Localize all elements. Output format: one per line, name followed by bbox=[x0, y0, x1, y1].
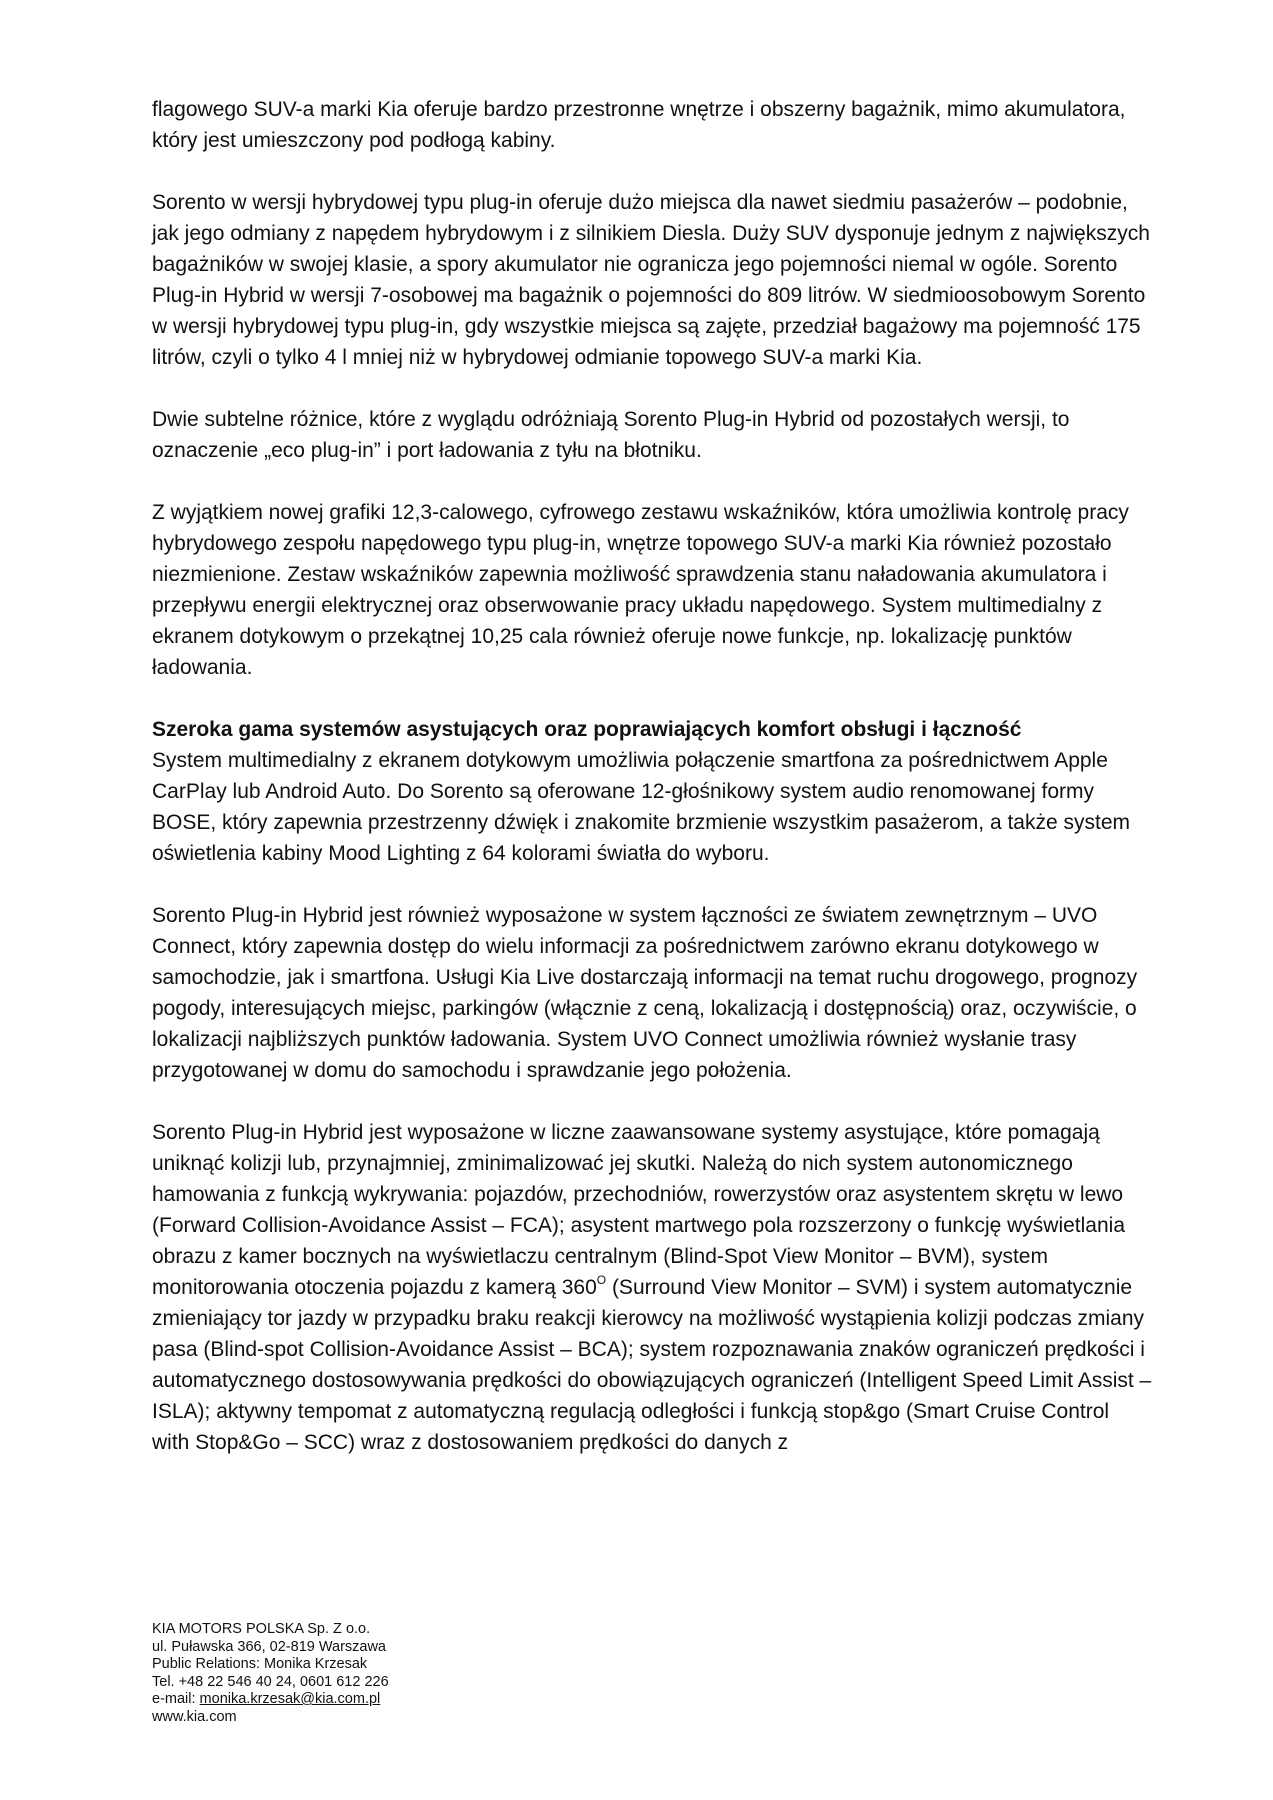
section-heading: Szeroka gama systemów asystujących oraz poprawiających komfort obsługi i łączność bbox=[152, 718, 1022, 741]
paragraph-interior-cluster: Z wyjątkiem nowej grafiki 12,3-calowego, cyfrowego zestawu wskaźników, która umożliwia kontrolę pracy hybrydowego zespołu napędowego typu plug-in, wnętrze topowego SUV-a marki Kia również pozostało niezmienione. Zestaw wskaźników zapewnia możliwość sprawdzenia stanu naładowania akumulatora i przepływu energii elektrycznej oraz obserwowanie pracy układu napędowego. System multimedialny z ekranem dotykowym o przekątnej 10,25 cala również oferuje nowe funkcje, np. lokalizację punktów ładowania. bbox=[152, 501, 1129, 679]
footer-phone: Tel. +48 22 546 40 24, 0601 612 226 bbox=[152, 1673, 389, 1690]
footer-email-label: e-mail: bbox=[152, 1691, 200, 1707]
footer-address: ul. Puławska 366, 02-819 Warszawa bbox=[152, 1638, 386, 1655]
contact-footer bbox=[152, 1621, 752, 1726]
paragraph-exterior-differences: Dwie subtelne różnice, które z wyglądu odróżniają Sorento Plug-in Hybrid od pozostałych wersji, to oznaczenie „eco plug-in” i port ładowania z tyłu na błotniku. bbox=[152, 408, 1070, 462]
paragraph-seating-capacity: Sorento w wersji hybrydowej typu plug-in oferuje dużo miejsca dla nawet siedmiu pasażerów – podobnie, jak jego odmiany z napędem hybrydowym i z silnikiem Diesla. Duży SUV dysponuje jednym z największych bagażników w swojej klasie, a spory akumulator nie ogranicza jego pojemności niemal w ogóle. Sorento Plug-in Hybrid w wersji 7-osobowej ma bagażnik o pojemności do 809 litrów. W siedmioosobowym Sorento w wersji hybrydowej typu plug-in, gdy wszystkie miejsca są zajęte, przedział bagażowy ma pojemność 175 litrów, czyli o tylko 4 l mniej niż w hybrydowej odmianie topowego SUV-a marki Kia. bbox=[152, 191, 1150, 369]
footer-pr-contact: Public Relations: Monika Krzesak bbox=[152, 1656, 368, 1672]
footer-website: www.kia.com bbox=[152, 1708, 237, 1725]
assist-text-part1: Sorento Plug-in Hybrid jest wyposażone w liczne zaawansowane systemy asystujące, które pomagają uniknąć kolizji lub, przynajmniej, zminimalizować jej skutki. Należą do nich system autonomicznego hamowania z funkcją wykrywania: pojazdów, przechodniów, rowerzystów oraz asystentem skrętu w lewo (Forward Collision-Avoidance Assist – FCA); asystent martwego pola rozszerzony o funkcję wyświetlania obrazu z kamer bocznych na wyświetlaczu centralnym (Blind-Spot View Monitor – BVM), system monitorowania otoczenia pojazdu z kamerą 360 bbox=[152, 1121, 1126, 1299]
degree-superscript: O bbox=[596, 1273, 607, 1287]
assist-text-part2: (Surround View Monitor – SVM) i system automatycznie zmieniający tor jazdy w przypadku braku reakcji kierowcy na możliwość wystąpienia kolizji podczas zmiany pasa (Blind-spot Collision-Avoidance Assist – BCA); system rozpoznawania znaków ograniczeń prędkości i automatycznego dostosowywania prędkości do obowiązujących ograniczeń (Intelligent Speed Limit Assist – ISLA); aktywny tempomat z automatyczną regulacją odległości i funkcją stop&go (Smart Cruise Control with Stop&Go – SCC) wraz z dostosowaniem prędkości do danych z bbox=[152, 1276, 1152, 1454]
paragraph-assist-systems bbox=[152, 1117, 1152, 1458]
footer-email-link[interactable]: monika.krzesak@kia.com.pl bbox=[199, 1691, 381, 1707]
footer-email-line bbox=[152, 1691, 752, 1709]
paragraph-luggage-intro: flagowego SUV-a marki Kia oferuje bardzo przestronne wnętrze i obszerny bagażnik, mimo akumulatora, który jest umieszczony pod podłogą kabiny. bbox=[152, 98, 1126, 152]
section-systems bbox=[152, 714, 1152, 869]
document-body bbox=[152, 94, 1152, 1458]
paragraph-multimedia: System multimedialny z ekranem dotykowym umożliwia połączenie smartfona za pośrednictwem Apple CarPlay lub Android Auto. Do Sorento są oferowane 12-głośnikowy system audio renomowanej formy BOSE, który zapewnia przestrzenny dźwięk i znakomite brzmienie wszystkim pasażerom, a także system oświetlenia kabiny Mood Lighting z 64 kolorami światła do wyboru. bbox=[152, 749, 1131, 865]
footer-company: KIA MOTORS POLSKA Sp. Z o.o. bbox=[152, 1621, 371, 1637]
paragraph-uvo-connect: Sorento Plug-in Hybrid jest również wyposażone w system łączności ze światem zewnętrznym – UVO Connect, który zapewnia dostęp do wielu informacji za pośrednictwem zarówno ekranu dotykowego w samochodzie, jak i smartfona. Usługi Kia Live dostarczają informacji na temat ruchu drogowego, prognozy pogody, interesujących miejsc, parkingów (włącznie z ceną, lokalizacją i dostępnością) oraz, oczywiście, o lokalizacji najbliższych punktów ładowania. System UVO Connect umożliwia również wysłanie trasy przygotowanej w domu do samochodu i sprawdzanie jego położenia. bbox=[152, 904, 1138, 1082]
